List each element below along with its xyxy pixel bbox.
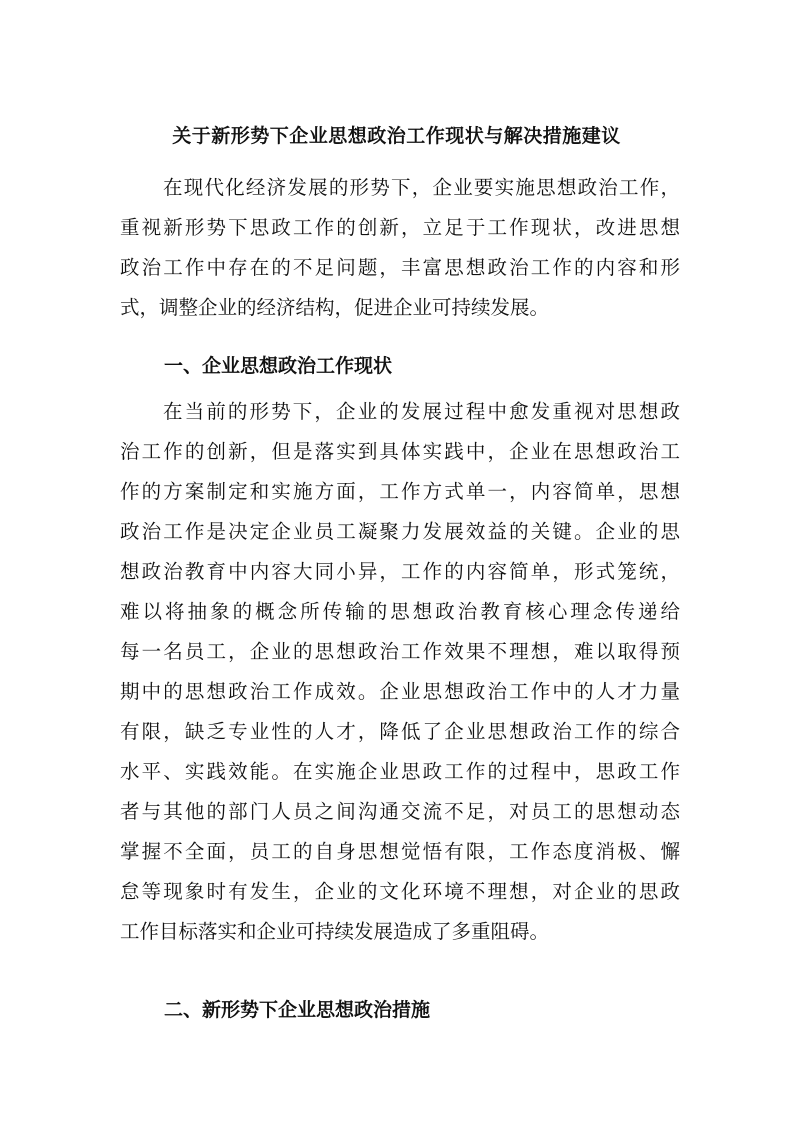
paragraph-line: 式，调整企业的经济结构，促进企业可持续发展。	[120, 296, 550, 319]
paragraph-line: 政治工作是决定企业员工凝聚力发展效益的关键。企业的思	[120, 520, 680, 543]
document-title: 关于新形势下企业思想政治工作现状与解决措施建议	[172, 125, 621, 147]
paragraph-line: 想政治教育中内容大同小异，工作的内容简单，形式笼统，	[120, 560, 680, 583]
section-heading-1: 一、企业思想政治工作现状	[164, 355, 393, 377]
paragraph-line: 工作目标落实和企业可持续发展造成了多重阻碍。	[120, 920, 550, 943]
section-heading-2: 二、新形势下企业思想政治措施	[164, 999, 431, 1021]
paragraph-line: 重视新形势下思政工作的创新，立足于工作现状，改进思想	[120, 216, 680, 239]
paragraph-line: 期中的思想政治工作成效。企业思想政治工作中的人才力量	[120, 680, 680, 703]
paragraph-line: 掌握不全面，员工的自身思想觉悟有限，工作态度消极、懈	[120, 840, 680, 863]
paragraph-line: 治工作的创新，但是落实到具体实践中，企业在思想政治工	[120, 440, 680, 463]
paragraph-line: 在现代化经济发展的形势下，企业要实施思想政治工作，	[163, 176, 680, 199]
paragraph-line: 有限，缺乏专业性的人才，降低了企业思想政治工作的综合	[120, 720, 680, 743]
section1-paragraph	[120, 392, 680, 952]
intro-paragraph	[120, 168, 680, 328]
paragraph-line: 在当前的形势下，企业的发展过程中愈发重视对思想政	[163, 400, 680, 423]
paragraph-line: 难以将抽象的概念所传输的思想政治教育核心理念传递给	[120, 600, 680, 623]
paragraph-line: 水平、实践效能。在实施企业思政工作的过程中，思政工作	[120, 760, 680, 783]
paragraph-line: 怠等现象时有发生，企业的文化环境不理想，对企业的思政	[120, 880, 680, 903]
paragraph-line: 作的方案制定和实施方面，工作方式单一，内容简单，思想	[120, 480, 680, 503]
paragraph-line: 每一名员工，企业的思想政治工作效果不理想，难以取得预	[120, 640, 680, 663]
paragraph-line: 政治工作中存在的不足问题，丰富思想政治工作的内容和形	[120, 256, 680, 279]
paragraph-line: 者与其他的部门人员之间沟通交流不足，对员工的思想动态	[120, 800, 680, 823]
